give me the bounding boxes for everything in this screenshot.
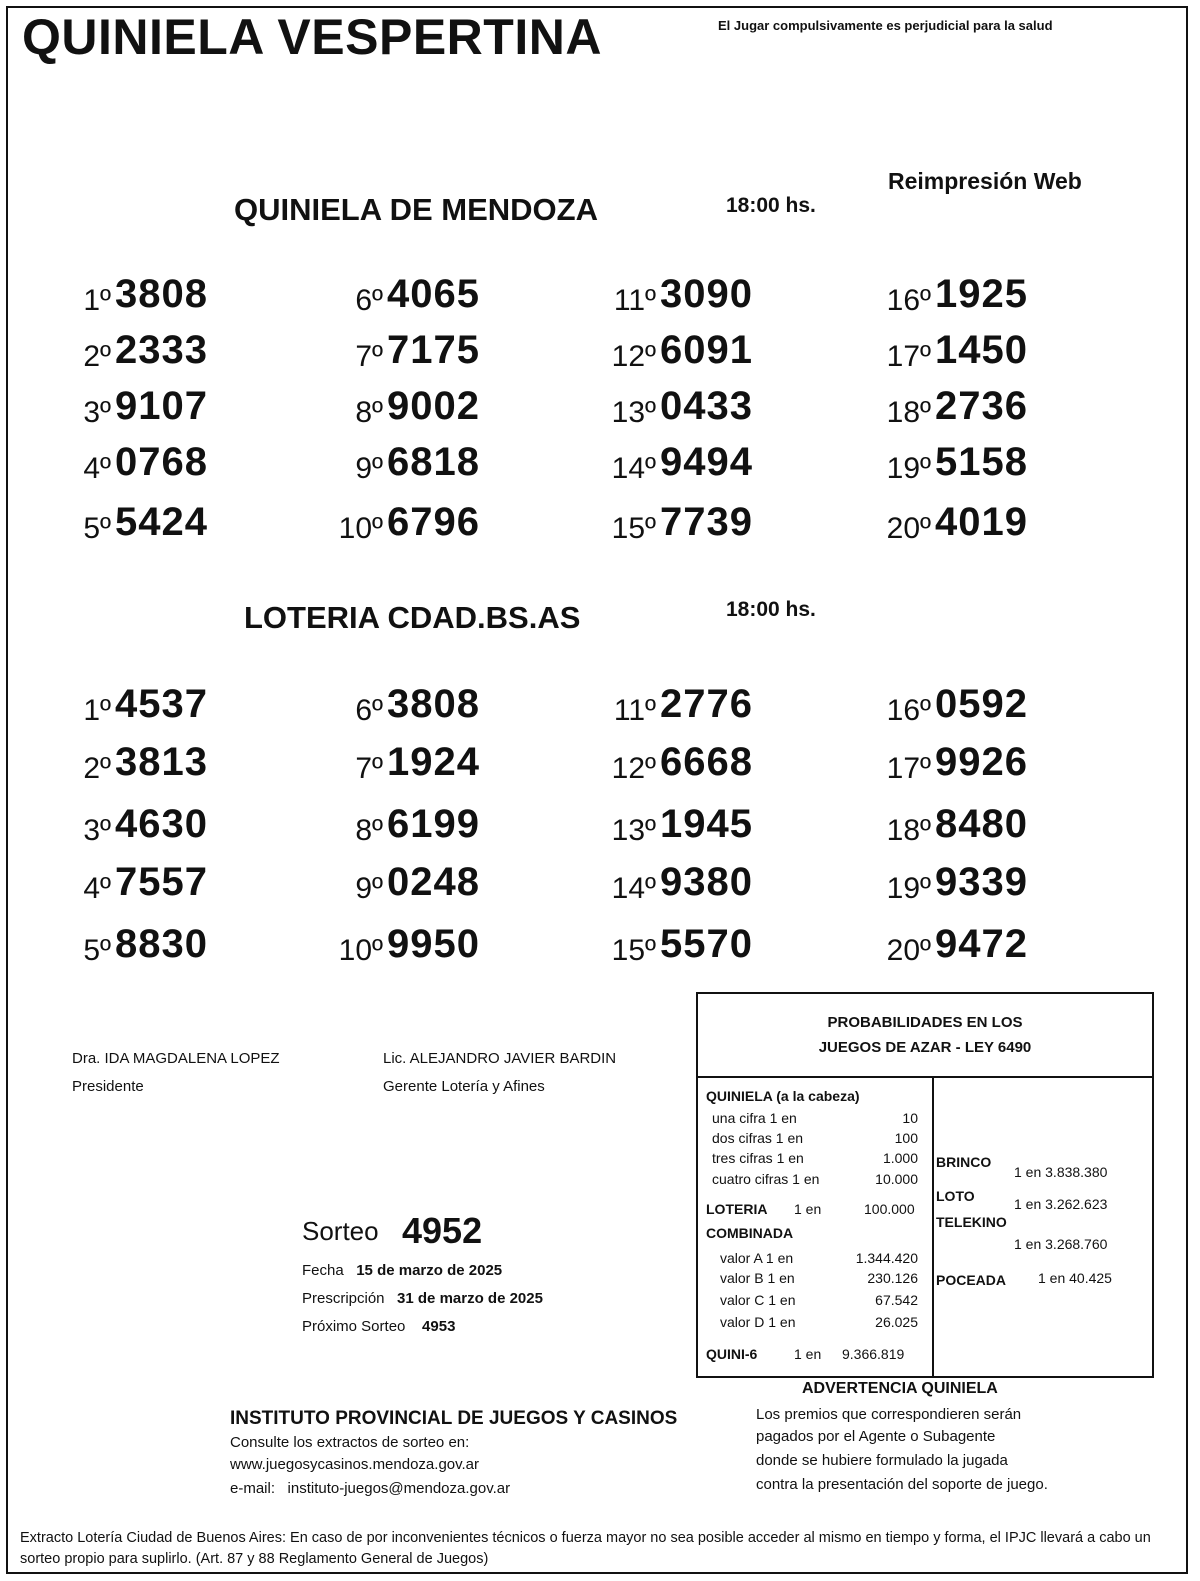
result-position: 12º (611, 752, 656, 785)
draw-number: 4952 (402, 1210, 483, 1251)
next-draw-row (302, 1318, 455, 1335)
result-number: 8480 (935, 802, 1028, 846)
result-position: 15º (611, 512, 656, 545)
advertencia-title: ADVERTENCIA QUINIELA (802, 1380, 998, 1397)
prob-label: tres cifras 1 en (712, 1150, 804, 1166)
result-position: 14º (611, 872, 656, 905)
prob-value: 1.344.420 (855, 1250, 918, 1266)
result-position: 1º (83, 284, 111, 317)
result-position: 6º (355, 694, 383, 727)
probabilities-heading (698, 994, 1152, 1078)
prob-value: 10.000 (875, 1171, 918, 1187)
result-number: 9107 (115, 384, 208, 428)
result-position: 4º (83, 872, 111, 905)
prescription-label: Prescripción (302, 1290, 385, 1307)
probabilities-divider (932, 1078, 934, 1378)
result-number: 9339 (935, 860, 1028, 904)
institute-title: INSTITUTO PROVINCIAL DE JUEGOS Y CASINOS (230, 1408, 678, 1429)
next-draw-label: Próximo Sorteo (302, 1318, 406, 1335)
result-position: 11º (613, 284, 656, 317)
footer-note: Extracto Lotería Ciudad de Buenos Aires: En caso de por inconvenientes técnicos o fuerza mayor no sea posible acceder al mismo en tiempo y forma, el IPJC llevará a cabo un sorteo propio para suplirlo. (Art. 87 y 88 Reglamento General de Juegos) (20, 1530, 1151, 1567)
section-time-loteria: 18:00 hs. (726, 598, 816, 621)
result-number: 6091 (660, 328, 753, 372)
prob-value: 10 (902, 1110, 918, 1126)
result-number: 9002 (387, 384, 480, 428)
result-number: 6818 (387, 440, 480, 484)
result-position: 9º (355, 872, 383, 905)
result-position: 4º (83, 452, 111, 485)
result-number: 7739 (660, 500, 753, 544)
probabilities-heading-line: PROBABILIDADES EN LOS (827, 1014, 1023, 1031)
result-position: 8º (355, 396, 383, 429)
result-position: 2º (83, 752, 111, 785)
result-position: 1º (83, 694, 111, 727)
result-position: 12º (611, 340, 656, 373)
result-number: 6796 (387, 500, 480, 544)
prob-value: 67.542 (875, 1292, 918, 1308)
section-title-mendoza: QUINIELA DE MENDOZA (234, 192, 598, 227)
signature-name: Lic. ALEJANDRO JAVIER BARDIN (383, 1050, 617, 1067)
result-number: 9494 (660, 440, 753, 484)
result-position: 20º (886, 934, 931, 967)
result-position: 2º (83, 340, 111, 373)
result-position: 16º (886, 284, 931, 317)
institute-website: www.juegosycasinos.mendoza.gov.ar (230, 1456, 480, 1473)
result-number: 2333 (115, 328, 208, 372)
result-number: 2776 (660, 682, 753, 726)
result-position: 20º (886, 512, 931, 545)
probabilities-heading-line: JUEGOS DE AZAR - LEY 6490 (818, 1039, 1032, 1056)
result-position: 5º (83, 512, 111, 545)
signature-name: Dra. IDA MAGDALENA LOPEZ (72, 1050, 280, 1067)
quini6-prob-label: QUINI-6 (706, 1346, 758, 1362)
institute-email: instituto-juegos@mendoza.gov.ar (287, 1480, 511, 1497)
result-position: 17º (886, 340, 931, 373)
result-number: 5158 (935, 440, 1028, 484)
prob-label: cuatro cifras 1 en (712, 1171, 820, 1187)
loto-prob-label: LOTO (936, 1188, 975, 1204)
result-number: 0248 (387, 860, 480, 904)
prob-value: 26.025 (875, 1314, 918, 1330)
result-number: 9950 (387, 922, 480, 966)
result-number: 3090 (660, 272, 753, 316)
prob-label: una cifra 1 en (712, 1110, 797, 1126)
result-position: 8º (355, 814, 383, 847)
result-position: 18º (886, 814, 931, 847)
quini6-prob-mid: 1 en (794, 1346, 822, 1362)
result-position: 19º (886, 452, 931, 485)
result-number: 0592 (935, 682, 1028, 726)
poceada-prob-value: 1 en 40.425 (1038, 1270, 1112, 1286)
probabilities-box (696, 992, 1154, 1378)
brinco-prob-value: 1 en 3.838.380 (1014, 1164, 1108, 1180)
section-title-loteria: LOTERIA CDAD.BS.AS (244, 600, 581, 635)
result-number: 5424 (115, 500, 208, 544)
loteria-prob-mid: 1 en (794, 1201, 822, 1217)
result-position: 3º (83, 814, 111, 847)
prob-label: valor B 1 en (720, 1270, 795, 1286)
institute-line: Consulte los extractos de sorteo en: (230, 1434, 470, 1451)
result-position: 14º (611, 452, 656, 485)
draw-date-label: Fecha (302, 1262, 344, 1279)
prescription-date: 31 de marzo de 2025 (397, 1290, 543, 1307)
result-position: 19º (886, 872, 931, 905)
result-number: 3808 (387, 682, 480, 726)
result-position: 10º (338, 934, 383, 967)
combinada-prob-title: COMBINADA (706, 1225, 794, 1241)
page-title: QUINIELA VESPERTINA (22, 9, 602, 65)
result-number: 9380 (660, 860, 753, 904)
prob-label: valor A 1 en (720, 1250, 794, 1266)
health-warning: El Jugar compulsivamente es perjudicial para la salud (718, 18, 1053, 33)
poceada-prob-label: POCEADA (936, 1272, 1007, 1288)
result-number: 0433 (660, 384, 753, 428)
result-number: 9926 (935, 740, 1028, 784)
result-position: 5º (83, 934, 111, 967)
institute-email-label: e-mail: (230, 1480, 276, 1497)
loteria-prob-label: LOTERIA (706, 1201, 768, 1217)
section-time-mendoza: 18:00 hs. (726, 194, 816, 217)
result-number: 4537 (115, 682, 208, 726)
loteria-prob-value: 100.000 (864, 1201, 915, 1217)
result-number: 1945 (660, 802, 753, 846)
result-number: 4065 (387, 272, 480, 316)
result-number: 6668 (660, 740, 753, 784)
prob-value: 1.000 (882, 1150, 918, 1166)
result-number: 9472 (935, 922, 1028, 966)
result-number: 5570 (660, 922, 753, 966)
loto-prob-value: 1 en 3.262.623 (1014, 1196, 1108, 1212)
result-number: 6199 (387, 802, 480, 846)
prob-label: valor C 1 en (720, 1292, 796, 1308)
result-number: 2736 (935, 384, 1028, 428)
result-position: 15º (611, 934, 656, 967)
result-position: 13º (611, 814, 656, 847)
result-position: 9º (355, 452, 383, 485)
result-number: 7175 (387, 328, 480, 372)
signature-role: Gerente Lotería y Afines (383, 1078, 545, 1095)
result-number: 1925 (935, 272, 1028, 316)
result-position: 16º (886, 694, 931, 727)
advertencia-line: Los premios que correspondieren serán (756, 1406, 1022, 1423)
signature-role: Presidente (72, 1078, 144, 1095)
advertencia-line: pagados por el Agente o Subagente (756, 1428, 996, 1445)
result-position: 11º (613, 694, 656, 727)
prob-value: 230.126 (867, 1270, 918, 1286)
draw-label: Sorteo (302, 1216, 379, 1246)
result-position: 13º (611, 396, 656, 429)
result-position: 7º (355, 752, 383, 785)
result-position: 10º (338, 512, 383, 545)
prob-label: valor D 1 en (720, 1314, 796, 1330)
telekino-prob-label: TELEKINO (936, 1214, 1007, 1230)
advertencia-line: contra la presentación del soporte de juego. (756, 1476, 1048, 1493)
prob-label: dos cifras 1 en (712, 1130, 804, 1146)
quiniela-prob-title: QUINIELA (a la cabeza) (706, 1088, 860, 1104)
result-number: 3813 (115, 740, 208, 784)
telekino-prob-value: 1 en 3.268.760 (1014, 1236, 1108, 1252)
brinco-prob-label: BRINCO (936, 1154, 992, 1170)
quini6-prob-value: 9.366.819 (842, 1346, 905, 1362)
advertencia-line: donde se hubiere formulado la jugada (756, 1452, 1008, 1469)
prob-value: 100 (894, 1130, 918, 1146)
result-number: 7557 (115, 860, 208, 904)
result-position: 18º (886, 396, 931, 429)
draw-date-row (302, 1262, 502, 1279)
result-number: 1924 (387, 740, 480, 784)
result-position: 7º (355, 340, 383, 373)
result-number: 4630 (115, 802, 208, 846)
result-number: 8830 (115, 922, 208, 966)
result-number: 0768 (115, 440, 208, 484)
draw-date: 15 de marzo de 2025 (356, 1262, 503, 1279)
reprint-label: Reimpresión Web (888, 168, 1082, 194)
result-position: 6º (355, 284, 383, 317)
result-number: 4019 (935, 500, 1028, 544)
prescription-row (302, 1290, 543, 1307)
result-number: 3808 (115, 272, 208, 316)
institute-email-row (230, 1480, 510, 1497)
result-number: 1450 (935, 328, 1028, 372)
result-position: 17º (886, 752, 931, 785)
next-draw-number: 4953 (422, 1318, 456, 1335)
result-position: 3º (83, 396, 111, 429)
